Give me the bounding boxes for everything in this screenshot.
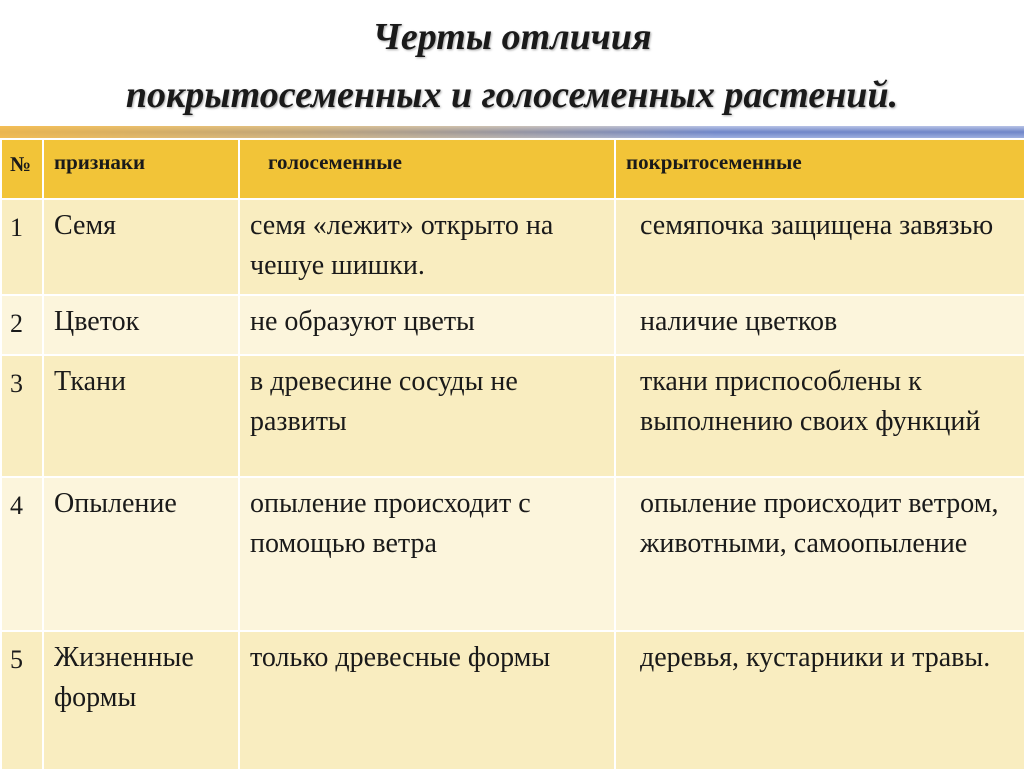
comparison-table xyxy=(0,138,1024,771)
row-gymnosperms: опыление происходит с помощью ветра xyxy=(239,477,615,631)
row-feature: Опыление xyxy=(43,477,239,631)
table-row xyxy=(1,295,1024,355)
row-feature: Ткани xyxy=(43,355,239,477)
row-number: 5 xyxy=(1,631,43,770)
row-feature: Цветок xyxy=(43,295,239,355)
title-divider xyxy=(0,126,1024,138)
row-number: 2 xyxy=(1,295,43,355)
header-num: № xyxy=(1,139,43,199)
row-number: 1 xyxy=(1,199,43,295)
title-line-1: Черты отличия xyxy=(372,16,652,58)
row-gymnosperms: только древесные формы xyxy=(239,631,615,770)
row-angiosperms: ткани приспособлены к выполнению своих функций xyxy=(615,355,1024,477)
row-angiosperms: опыление происходит ветром, животными, самоопыление xyxy=(615,477,1024,631)
row-angiosperms: деревья, кустарники и травы. xyxy=(615,631,1024,770)
title-line-2: покрытосеменных и голосеменных растений. xyxy=(125,74,899,116)
row-gymnosperms: не образуют цветы xyxy=(239,295,615,355)
table-header-row xyxy=(1,139,1024,199)
table-row xyxy=(1,477,1024,631)
header-feature: признаки xyxy=(43,139,239,199)
row-gymnosperms: семя «лежит» открыто на чешуе шишки. xyxy=(239,199,615,295)
header-angiosperms: покрытосеменные xyxy=(615,139,1024,199)
table-row xyxy=(1,199,1024,295)
row-feature: Жизненные формы xyxy=(43,631,239,770)
header-gymnosperms: голосеменные xyxy=(239,139,615,199)
table-row xyxy=(1,355,1024,477)
row-angiosperms: наличие цветков xyxy=(615,295,1024,355)
row-number: 4 xyxy=(1,477,43,631)
table-row xyxy=(1,631,1024,770)
row-feature: Семя xyxy=(43,199,239,295)
row-angiosperms: семяпочка защищена завязью xyxy=(615,199,1024,295)
row-gymnosperms: в древесине сосуды не развиты xyxy=(239,355,615,477)
slide-title xyxy=(0,0,1024,128)
row-number: 3 xyxy=(1,355,43,477)
